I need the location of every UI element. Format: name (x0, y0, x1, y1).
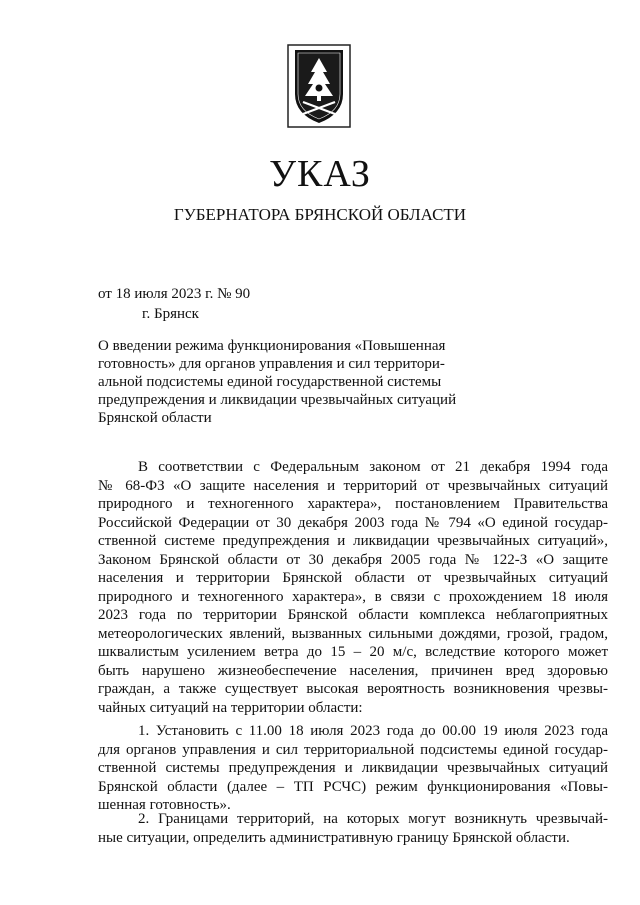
clause-1-paragraph (98, 722, 608, 815)
paragraph-line: быть нарушено жизнеобеспечение населения, причинен вред здоровью (98, 662, 608, 679)
paragraph-line: для органов управления и сил территориальной подсистемы единой государ- (98, 741, 608, 758)
paragraph-line: 2. Границами территорий, на которых могут возникнуть чрезвычай- (138, 811, 608, 827)
coat-of-arms-emblem (287, 44, 351, 128)
preamble-paragraph (98, 458, 608, 717)
paragraph-line: В соответствии с Федеральным законом от 21 декабря 1994 года (138, 459, 608, 475)
paragraph-line: чайных ситуаций на территории области: (98, 699, 363, 716)
subject-line: готовность» для органов управления и сил территори- (98, 356, 445, 372)
document-subject (98, 337, 478, 427)
paragraph-line: шенная готовность». (98, 797, 231, 813)
paragraph-line: природного и техногенного характера», в связи с прохождением 18 июля (98, 588, 608, 605)
coat-of-arms-icon (287, 44, 351, 128)
paragraph-line: населения и территории Брянской области от чрезвычайных ситуаций (98, 570, 608, 586)
paragraph-line: метеорологических явлений, вызванных сильными дождями, грозой, градом, (98, 625, 608, 642)
subject-line: альной подсистемы единой государственной системы (98, 374, 442, 390)
clause-2-paragraph (98, 810, 608, 847)
subject-line: предупреждения и ликвидации чрезвычайных ситуаций (98, 392, 457, 408)
paragraph-line: 2023 года по территории Брянской области комплекса неблагоприятных (98, 607, 608, 623)
paragraph-line: Российской Федерации от 30 декабря 2003 года № 794 «О единой государ- (98, 514, 608, 531)
paragraph-line: шквалистым усилением ветра до 15 – 20 м/с, вследствие которого может (98, 644, 608, 660)
subject-line: О введении режима функционирования «Повышенная (98, 338, 446, 354)
document-date-number: от 18 июля 2023 г. № 90 (98, 286, 251, 302)
document-subtitle: ГУБЕРНАТОРА БРЯНСКОЙ ОБЛАСТИ (173, 205, 467, 224)
document-city: г. Брянск (142, 306, 199, 322)
paragraph-line: № 68-ФЗ «О защите населения и территорий от чрезвычайных ситуаций (98, 477, 608, 494)
paragraph-line: природного и техногенного характера», постановлением Правительства (98, 496, 608, 512)
paragraph-line: ные ситуации, определить административную границу Брянской области. (98, 829, 570, 846)
paragraph-line: ственной системе предупреждения и ликвидации чрезвычайных ситуаций», (98, 533, 608, 549)
document-title: УКАЗ (269, 153, 371, 195)
paragraph-line: 1. Установить с 11.00 18 июля 2023 года до 00.00 19 июля 2023 года (138, 723, 608, 739)
paragraph-line: Законом Брянской области от 30 декабря 2005 года № 122-З «О защите (98, 551, 608, 568)
paragraph-line: граждан, а также существует высокая вероятность возникновения чрезвы- (98, 681, 608, 697)
paragraph-line: Брянской области (далее – ТП РСЧС) режим функционирования «Повы- (98, 778, 608, 795)
subject-line: Брянской области (98, 410, 212, 426)
paragraph-line: ственной системы предупреждения и ликвидации чрезвычайных ситуаций (98, 760, 608, 776)
